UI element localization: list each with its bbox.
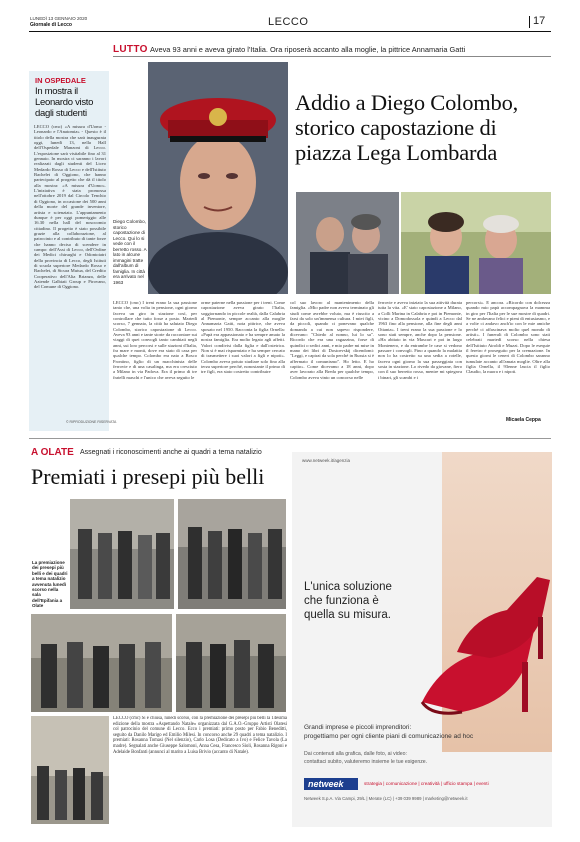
sidebar-title: In mostra il Leonardo visto dagli studenti bbox=[35, 86, 94, 119]
presepi-caption: La premiazione dei presepi più belli e dei quadri a tema natalizio avvenuta lunedì scorso nella sala dell'Epifania a Olate bbox=[32, 560, 68, 609]
lead-main-photo bbox=[148, 62, 288, 294]
header-page-divider bbox=[529, 16, 530, 28]
lead-title: Addio a Diego Colombo, storico capostazione di piazza Lega Lombarda bbox=[295, 90, 519, 165]
header-paper: Giornale di Lecco bbox=[30, 22, 72, 28]
presepi-photo-1 bbox=[70, 499, 174, 609]
sidebar-kicker: IN OSPEDALE bbox=[35, 76, 86, 85]
ad-brand-logo[interactable] bbox=[304, 778, 358, 790]
lead-caption: Diego Colombo, storico capostazione di Lecco. Qui lo si vede con il berretto rosso. A lato in alcune immagini tratte dall'album di famiglia. In città era arrivato nel 1963 bbox=[113, 219, 147, 285]
ad-tagline: strategia | comunicazione | creatività | ufficio stampa | eventi bbox=[364, 781, 489, 786]
lead-photo-couple bbox=[296, 192, 399, 294]
presepi-title: Premiati i presepi più belli bbox=[31, 464, 265, 489]
lead-author: Micaela Ceppa bbox=[506, 417, 541, 423]
presepi-kicker: A OLATE bbox=[31, 447, 74, 458]
family-illustration bbox=[401, 192, 551, 294]
lead-strap-rule bbox=[113, 56, 551, 57]
ad-footer: Netweek S.p.A. Via Campi, 29/L | Merate (LC) | +39 039 9989 | marketing@netweek.it bbox=[304, 796, 468, 801]
sidebar-body: LECCO (cmc) «A misura d'Uomo - Leonardo e l'Anatomia» - Questo è il titolo della mostra che sarà inaugurata oggi, lunedì 13, nella Hall dell'Ospedale Manzoni di Lecco. L'esposizione sarà visitabile fino al 31 gennaio. In mostra ci saranno i lavori realizzati dagli studenti del Liceo Medardo Rosso di Lecco e dell'Istituto Bachelet di Oggiono, che hanno partecipato al progetto che dà il titolo alla mostra: «A misura d'Uomo». L'iniziativa è stata promossa nell'ottobre 2019 dal Circolo Tenchio di Oggiono, in occasione dei 500 anni della morte del grande inventore, artista e scienziato. L'appuntamento dunque è per oggi pomeriggio alle 16.30 nella hall del nosocomio cittadino. Il progetto è stato possibile grazie alla collaborazione, al patrocinio e al contributo di tante forze che hanno deciso di scendere in campo: dell'Asst di Lecco, dell'Ordine dei Medici chirurghi e Odontoiatri della provincia di Lecco, degli Istituti di scuola superiore Medardo Rosso e Bachelet, di Sicura Mutua, del Credito Cooperativo dell'Alta Brianza, delle Aziende Galbiati Group e Pirovano, del Comune di Oggiono. bbox=[34, 124, 106, 290]
red-shoe-icon bbox=[442, 562, 552, 672]
ad-sub-2: progettiamo per ogni cliente piani di comunicazione ad hoc bbox=[304, 733, 474, 740]
lead-col-2: orme paterne nella passione per i treni. Come capostazione aveva girato l'Italia, soggiornando in piccole realtà, dalla Calabria al Piemonte, sempre accanto alla moglie Annamaria Gatti, nota pittrice, che aveva sposato nel 1950. Racconta la figlia Ornella: «Papà era appassionato e ha sempre amato la nostra famiglia. Era molto legato agli affetti. Valori condivisi dalla figlia e dall'ostetrica. Non si è mai risparmiato e ha sempre cercato di trasmettere i suoi valori a figli e nipoti». Colombo aveva potuto studiare solo fino alla terza superiore perché, nonostante il primo di tre figli, era stato costretto contribuire bbox=[201, 300, 285, 375]
header-rule bbox=[29, 31, 551, 32]
group-photo-illustration bbox=[178, 499, 286, 609]
ad-sub-1: Grandi imprese e piccoli imprenditori: bbox=[304, 724, 412, 731]
couple-illustration bbox=[296, 192, 399, 294]
presepi-photo-2 bbox=[178, 499, 286, 609]
header-page-number: 17 bbox=[533, 15, 546, 27]
sidebar-credit: © RIPRODUZIONE RISERVATA bbox=[66, 420, 117, 424]
presepi-strap: Assegnati i riconoscimenti anche ai quadri a tema natalizio bbox=[80, 449, 262, 456]
group-photo-illustration bbox=[176, 614, 286, 712]
lead-col-1: LECCO (cmc) I treni erano la sua passione tanto che, una volta in pensione, ogni giorno faceva un giro in stazione così, per controllare che tutto fosse a posto. Martedì scorso, 7 gennaio, la città ha salutato Diego Colombo, storico capostazione di Lecco. Aveva 93 anni e tante storie da raccontare sui viaggi di quei convogli tanto cambiati negli anni, sui loro percorsi e sulle stazioni d'Italia, fra mare e monti, dove era stato di casa per qualche tempo. Colombo era nato a Bosco Frontino, figlio di un macchinista delle ferrovie e di una casalinga, ma era cresciuto a Milano in via Padova. Era il primo di tre fratelli maschi e l'unico che aveva seguito le bbox=[113, 300, 197, 380]
ad-headline: L'unica soluzione che funziona è quella su misura. bbox=[304, 581, 392, 621]
ad-brand-name: netweek bbox=[308, 779, 344, 789]
ad-url[interactable]: www.netweek.it/agenzia bbox=[302, 458, 351, 463]
ad-panel bbox=[292, 452, 552, 827]
presepi-photo-4 bbox=[176, 614, 286, 712]
group-photo-illustration bbox=[70, 499, 174, 609]
section-divider bbox=[29, 438, 551, 439]
presepi-photo-3 bbox=[31, 614, 172, 712]
ad-sub-3: Dai contenuti alla grafica, dalle foto, ai video: bbox=[304, 751, 407, 757]
lead-col-4: ferrovie e aveva iniziato la sua attività durata tutta la vita. «E' stato capostazione a Milano, a Colli Marina in Calabria e poi in Piemonte, vicino a Domodossola e quindi a Lecco dal 1963 fino alla pensione, alla fine degli anni Ottanta». I treni erano la sua passione e lo sono stati sempre, anche dopo la pensione. «Ha abitato in via Mascari e poi in largo Montenero, e da entrambe le case si vedono passare i convogli. Fino a quando la malattia non lo ha costretto su una sedia a rotelle, faceva ogni giorno la sua passeggiata con sosta in stazione. Lo rivedo da giovane, fiero con il suo berretto rosso, mentre mi spiegava i binari, gli scambi e i bbox=[378, 300, 462, 380]
header-section: LECCO bbox=[268, 16, 309, 28]
header-date: LUNEDÌ 13 GENNAIO 2020 bbox=[30, 16, 88, 21]
lead-col-5: percorsi». E ancora. «Ricordo con dolcezza quando mio papà accompagnava la mamma in giro per l'Italia per le sue mostre di quadri. Se ne andavano felici e pieni di entusiasmo, e a volte ci andavo anch'io con le mie amiche perché ci affascinava molto quel mondo di artisti». I funerali di Colombo sono stati celebrati martedì scorso nella chiesa dell'Istituto Airoldi e Muzzi. Dopo le esequie il feretro è proseguito per la cremazione. In questo giorni le ceneri di Colombo saranno tumulate accanto all'amata moglie. Oltre alla figlia Ornella, il 93enne lascia il figlio Claudio, la nuora e i nipoti. bbox=[466, 300, 550, 375]
lead-col-3: col suo lavoro al mantenimento della famiglia. «Mio padre non aveva terminato gli studi come avrebbe voluto, ma è riuscito a farsi da solo un'immensa cultura. I miei figli, da piccoli, quando ci ponevano qualche domanda a cui non sapevo rispondere, dicevano: "Chiedo al nonno, lui lo sa". Ricordo che era una ragazzina, forse di quindici o sedici anni, e mio padre mi mise in mano dei libri di Dostoevskij dicendomi: "Leggi, e capirai da sola perché in Russia si è affermato il comunismo". Ho letto. E ho capito». Come dicevamo a 18 anni, dopo aver lavorato alla Breda per qualche tempo, Colombo aveva vinto un concorso nelle bbox=[290, 300, 374, 380]
portrait-illustration bbox=[148, 62, 288, 294]
lead-strap: Aveva 93 anni e aveva girato l'Italia. Ora riposerà accanto alla moglie, la pittrice Annamaria Gatti bbox=[150, 45, 466, 54]
presepi-photo-5 bbox=[31, 716, 109, 824]
lead-kicker: LUTTO bbox=[113, 44, 148, 55]
presepi-body: LECCO (cmc) Si è chiusa, lunedì scorso, con la premiazione dei presepi più belli la 14esima edizione della mostra «Aspettando Natale» organizzata dal G.A.O.-Gruppo Artisti Olatesi col patrocinio del comune di Lecco. Ecco i premiati: primo posto per Fabio Beneditti, seguito da Danilo Marigo ed Emilio Milesi. In concorso anche 29 quadri a tema natalizio. I premiati: Rosanna Tomasi (Nel silenzio), Carlo Losa (Dedicato a Ivo) e Felice Tavola (La madre). Segnalati anche Giuseppe Salomoni, Anna Cesa, Francesco Sioli, Rosanna Rigoni e Adelaide Bonfanti (annunci al marito a Luisa Brivio (accanto di Natale). bbox=[113, 716, 287, 755]
group-photo-illustration bbox=[31, 614, 172, 712]
lead-photo-family bbox=[401, 192, 551, 294]
ad-sub-4: contattaci subito, valuteremo insieme le tue esigenze. bbox=[304, 759, 428, 765]
exhibition-illustration bbox=[31, 716, 109, 824]
